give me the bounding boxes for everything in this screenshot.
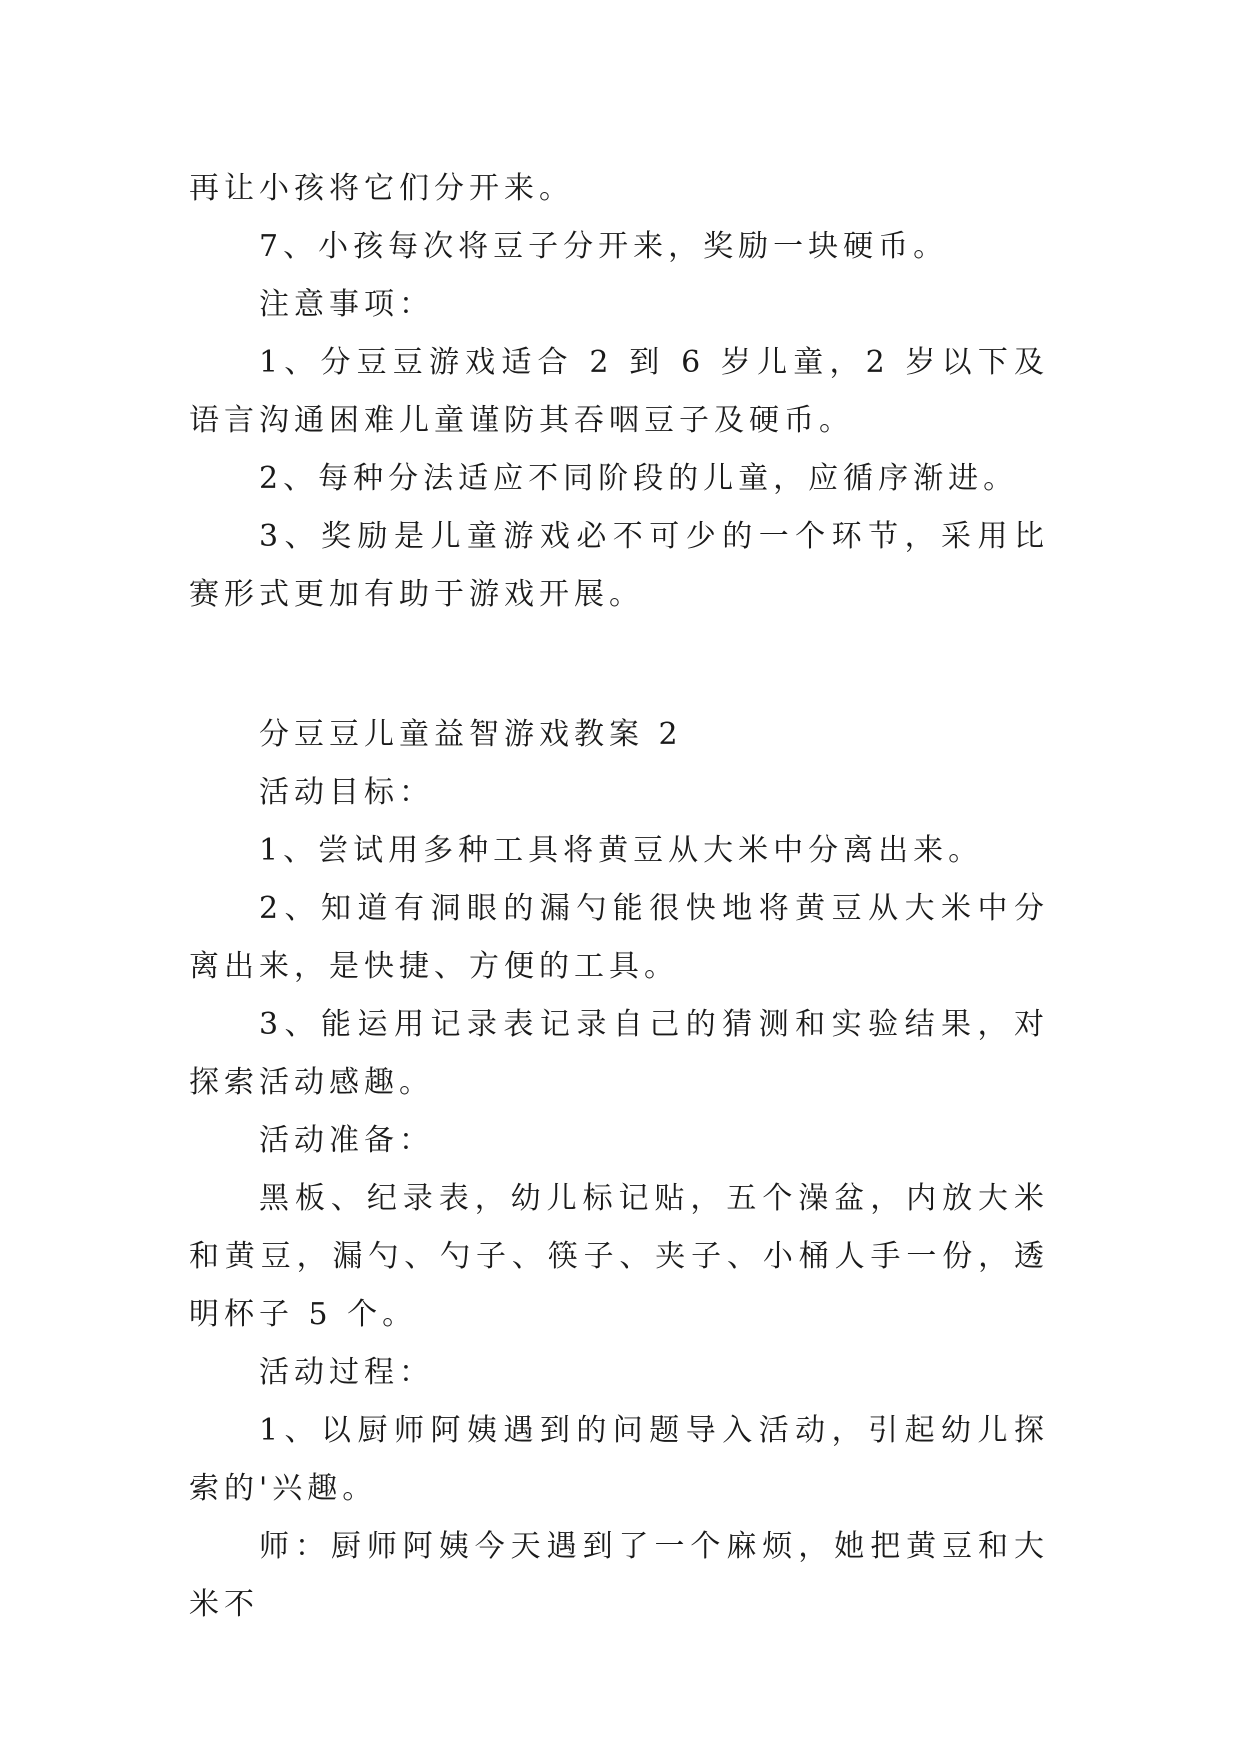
- document-title: 分豆豆儿童益智游戏教案 2: [259, 717, 683, 752]
- paragraph: 1、以厨师阿姨遇到的问题导入活动，引起幼儿探索的'兴趣。: [189, 1413, 1049, 1506]
- paragraph: 2、知道有洞眼的漏勺能很快地将黄豆从大米中分离出来，是快捷、方便的工具。: [189, 891, 1049, 984]
- paragraph: 1、分豆豆游戏适合 2 到 6 岁儿童，2 岁以下及语言沟通困难儿童谨防其吞咽豆子及硬币。: [189, 345, 1049, 438]
- paragraph: 师：厨师阿姨今天遇到了一个麻烦，她把黄豆和大米不: [189, 1529, 1049, 1622]
- document-body: [189, 160, 1049, 1634]
- paragraph: 再让小孩将它们分开来。: [189, 171, 574, 206]
- paragraph: 黑板、纪录表，幼儿标记贴，五个澡盆，内放大米和黄豆，漏勺、勺子、筷子、夹子、小桶人手一份，透明杯子 5 个。: [189, 1181, 1049, 1332]
- paragraph: 7、小孩每次将豆子分开来，奖励一块硬币。: [259, 229, 949, 264]
- paragraph: 1、尝试用多种工具将黄豆从大米中分离出来。: [259, 833, 984, 868]
- paragraph: 2、每种分法适应不同阶段的儿童，应循序渐进。: [259, 461, 1019, 496]
- section-heading: 活动准备：: [259, 1123, 434, 1158]
- section-heading: 活动目标：: [259, 775, 434, 810]
- section-spacer: [189, 624, 1049, 706]
- section-heading: 活动过程：: [259, 1355, 434, 1390]
- paragraph: 3、奖励是儿童游戏必不可少的一个环节，采用比赛形式更加有助于游戏开展。: [189, 519, 1049, 612]
- paragraph: 3、能运用记录表记录自己的猜测和实验结果，对探索活动感趣。: [189, 1007, 1049, 1100]
- section-heading: 注意事项：: [259, 287, 434, 322]
